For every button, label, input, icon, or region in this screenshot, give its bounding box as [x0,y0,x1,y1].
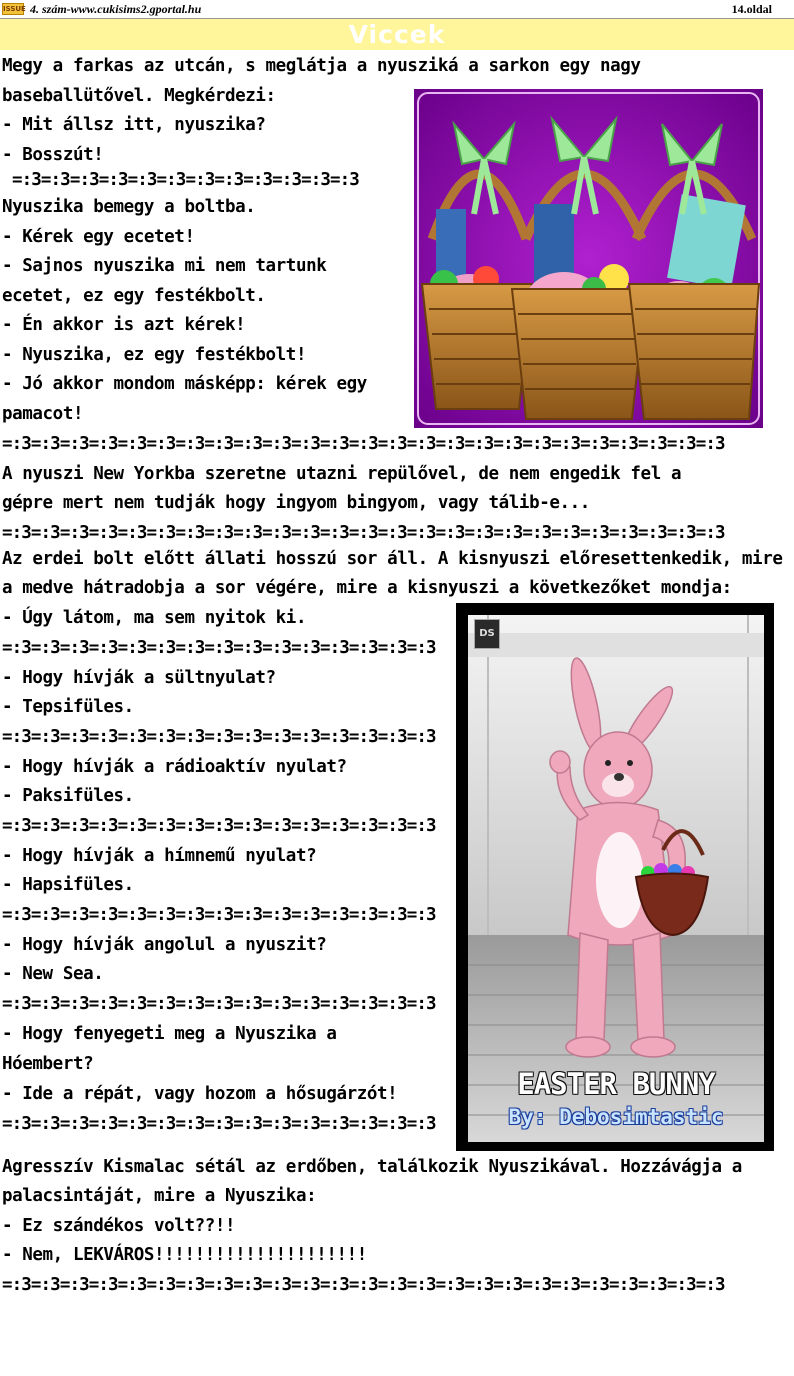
separator-line: =:3=:3=:3=:3=:3=:3=:3=:3=:3=:3=:3=:3=:3=:3=:3 [2,994,436,1014]
joke-line: a medve hátradobja a sor végére, mire a kisnyuszi a következőket mondja: [2,578,732,598]
section-title: Viccek [348,20,446,49]
joke-line: - Paksifüles. [2,786,134,806]
joke-line: - Bosszút! [2,145,104,165]
picture-caption: EASTER BUNNY [517,1067,715,1101]
page-number: 14.oldal [731,2,772,16]
joke-line: - Úgy látom, ma sem nyitok ki. [2,608,307,628]
joke-line: ecetet, ez egy festékbolt. [2,286,266,306]
joke-line: - Tepsifüles. [2,697,134,717]
separator-line: =:3=:3=:3=:3=:3=:3=:3=:3=:3=:3=:3=:3=:3=:3=:3 [2,905,436,925]
joke-line: Hóembert? [2,1054,94,1074]
joke-line: - Hogy hívják a rádioaktív nyulat? [2,757,347,777]
easter-bunny-illustration [468,615,764,1142]
joke-line: - Én akkor is azt kérek! [2,315,246,335]
joke-line: - Mit állsz itt, nyuszika? [2,115,266,135]
joke-line: - Jó akkor mondom másképp: kérek egy [2,374,367,394]
joke-line: palacsintáját, mire a Nyuszika: [2,1186,317,1206]
joke-line: - Nem, LEKVÁROS!!!!!!!!!!!!!!!!!!!!! [2,1245,367,1265]
joke-line: - Hogy hívják a hímnemű nyulat? [2,846,317,866]
joke-line: Az erdei bolt előtt állati hosszú sor áll. A kisnyuszi előresettenkedik, mire [2,549,783,569]
joke-line: Agresszív Kismalac sétál az erdőben, találkozik Nyuszikával. Hozzávágja a [2,1157,742,1177]
separator-line: =:3=:3=:3=:3=:3=:3=:3=:3=:3=:3=:3=:3=:3=:3=:3 [2,816,436,836]
joke-line: - Nyuszika, ez egy festékbolt! [2,345,307,365]
separator-line: =:3=:3=:3=:3=:3=:3=:3=:3=:3=:3=:3=:3=:3=:3=:3=:3=:3=:3=:3=:3=:3=:3=:3=:3=:3 [2,434,725,454]
joke-line: gépre mert nem tudják hogy ingyom bingyom, vagy tálib-e... [2,493,590,513]
magazine-logo: ISSUE [3,5,26,13]
separator-line: =:3=:3=:3=:3=:3=:3=:3=:3=:3=:3=:3=:3=:3=:3=:3=:3=:3=:3=:3=:3=:3=:3=:3=:3=:3 [2,523,725,543]
joke-line: baseballütővel. Megkérdezi: [2,86,276,106]
separator-line: =:3=:3=:3=:3=:3=:3=:3=:3=:3=:3=:3=:3=:3=:3=:3 [2,638,436,658]
easter-bunny-picture [456,603,774,1151]
site-address: 4. szám-www.cukisims2.gportal.hu [30,2,202,16]
joke-line: - New Sea. [2,964,104,984]
section-title-bar [0,19,794,50]
separator-line: =:3=:3=:3=:3=:3=:3=:3=:3=:3=:3=:3=:3=:3=:3=:3=:3=:3=:3=:3=:3=:3=:3=:3=:3=:3 [2,1275,725,1295]
joke-line: - Hogy hívják angolul a nyuszit? [2,935,327,955]
joke-line: - Kérek egy ecetet! [2,227,195,247]
joke-line: - Sajnos nyuszika mi nem tartunk [2,256,327,276]
joke-line: - Ez szándékos volt??!! [2,1216,236,1236]
joke-line: Nyuszika bemegy a boltba. [2,197,256,217]
easter-baskets-illustration [414,89,763,428]
joke-line: - Hogy hívják a sültnyulat? [2,668,276,688]
separator-line: =:3=:3=:3=:3=:3=:3=:3=:3=:3=:3=:3=:3 [12,170,359,190]
joke-line: pamacot! [2,404,84,424]
easter-baskets-picture [414,89,763,428]
page-header [0,0,794,19]
separator-line: =:3=:3=:3=:3=:3=:3=:3=:3=:3=:3=:3=:3=:3=:3=:3 [2,1114,436,1134]
picture-credit: By: Debosimtastic [508,1105,724,1129]
joke-line: - Hapsifüles. [2,875,134,895]
joke-line: - Hogy fenyegeti meg a Nyuszika a [2,1024,337,1044]
separator-line: =:3=:3=:3=:3=:3=:3=:3=:3=:3=:3=:3=:3=:3=:3=:3 [2,727,436,747]
corner-tag: DS [474,619,500,649]
joke-line: - Ide a répát, vagy hozom a hősugárzót! [2,1084,398,1104]
joke-line: Megy a farkas az utcán, s meglátja a nyusziká a sarkon egy nagy [2,56,641,76]
easter-bunny-panel [468,615,764,1142]
joke-line: A nyuszi New Yorkba szeretne utazni repülővel, de nem engedik fel a [2,464,682,484]
